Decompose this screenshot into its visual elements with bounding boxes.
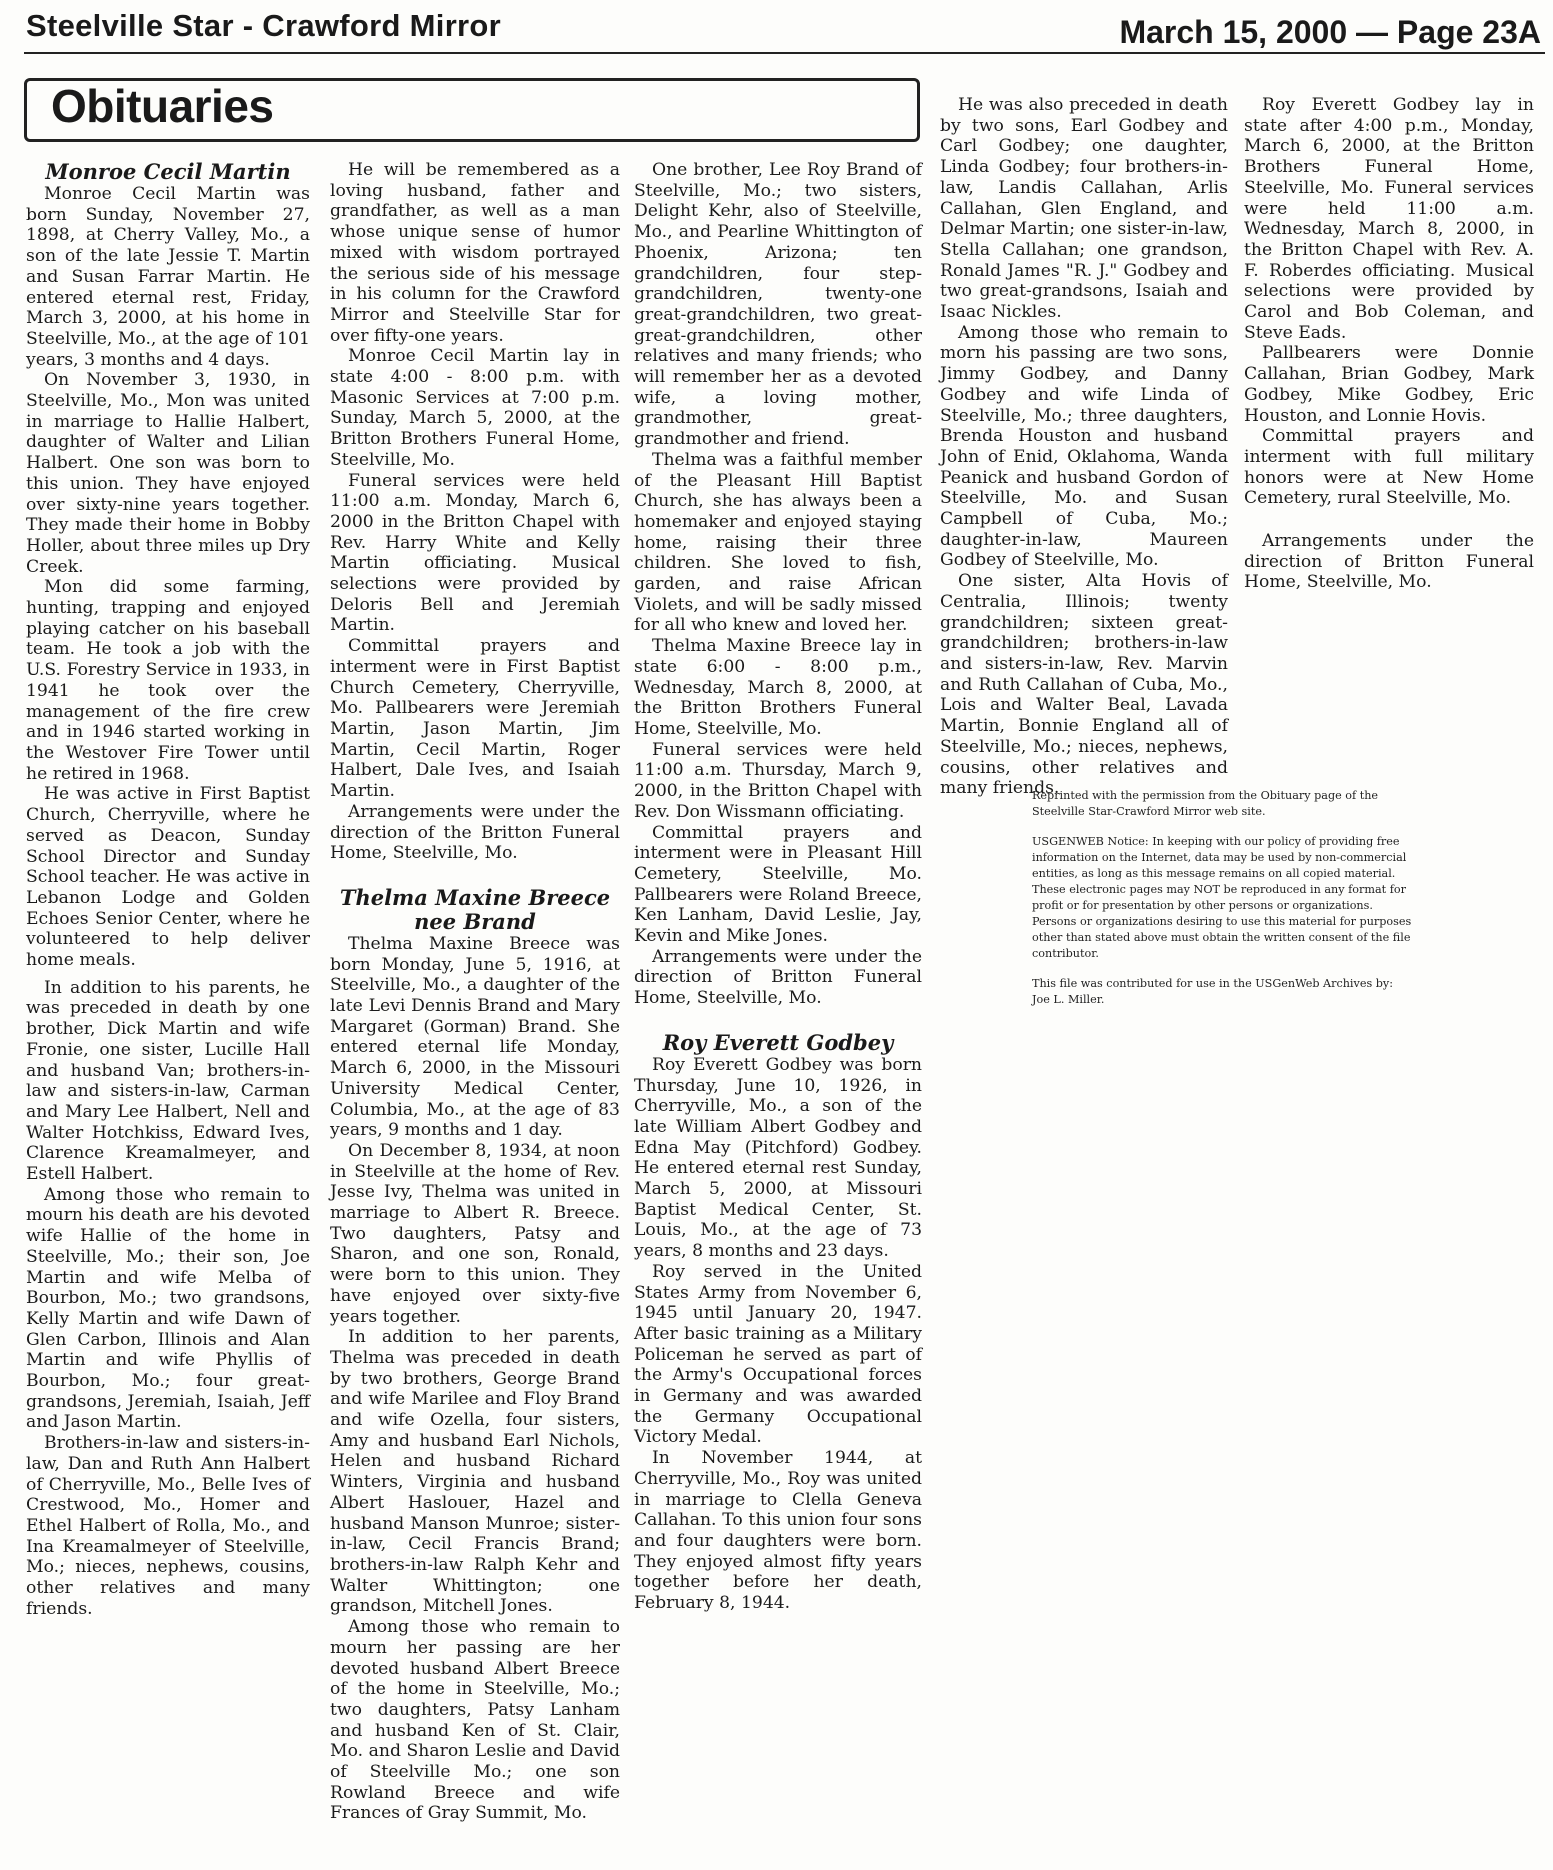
godbey-paragraph: One sister, Alta Hovis of Centralia, Illinois; twenty grandchildren; sixteen great-grandchildren; brothers-in-law and sisters-in-law, Rev. Marvin and Ruth Callahan of Cuba, Mo., Lois and Walter Beal, Lavada Martin, Bonnie England all of Steelville, Mo.; nieces, nephews, cousins, other relatives and many friends. <box>940 571 1228 799</box>
newspaper-title: Steelville Star - Crawford Mirror <box>26 8 502 43</box>
column-4 <box>940 95 1228 799</box>
martin-paragraph: Brothers-in-law and sisters-in-law, Dan and Ruth Ann Halbert of Cherryville, Mo., Belle Ives of Crestwood, Mo., Homer and Ethel Halbert of Rolla, Mo., and Ina Kreamalmeyer of Steelville, Mo.; nieces, nephews, cousins, other relatives and many friends. <box>26 1433 310 1619</box>
section-title: Obituaries <box>51 80 274 132</box>
obituary-heading-martin: Monroe Cecil Martin <box>45 159 291 184</box>
obituary-heading-breece: Thelma Maxine Breece <box>339 884 611 910</box>
column-1 <box>26 160 310 1620</box>
martin-paragraph: He will be remembered as a loving husband, father and grandfather, as well as a man whose unique sense of humor mixed with wisdom portrayed the serious side of his message in his column for the Crawford Mirror and Steelville Star for over fifty-one years. <box>330 160 620 346</box>
column-5 <box>1244 95 1534 593</box>
martin-paragraph: Committal prayers and interment were in First Baptist Church Cemetery, Cherryville, Mo. Pallbearers were Jeremiah Martin, Jason Martin, Jim Martin, Cecil Martin, Roger Halbert, Dale Ives, and Isaiah Martin. <box>330 636 620 802</box>
breece-paragraph: Arrangements were under the direction of Britton Funeral Home, Steelville, Mo. <box>634 946 922 1009</box>
page-dateline: March 15, 2000 — Page 23A <box>1119 14 1541 50</box>
breece-paragraph: Funeral services were held 11:00 a.m. Thursday, March 9, 2000, in the Britton Chapel with Rev. Don Wissmann officiating. <box>634 739 922 822</box>
godbey-paragraph: He was also preceded in death by two sons, Earl Godbey and Carl Godbey; one daughter, Linda Godbey; four brothers-in-law, Landis Callahan, Arlis Callahan, Glen England, and Delmar Martin; one sister-in-law, Stella Callahan; one grandson, Ronald James "R. J." Godbey and two great-grandsons, Isaiah and Isaac Nickles. <box>940 95 1229 323</box>
godbey-paragraph: Committal prayers and interment with full military honors were at New Home Cemetery, rural Steelville, Mo. <box>1244 426 1534 509</box>
obituary-heading-godbey: Roy Everett Godbey <box>662 1029 894 1055</box>
breece-paragraph: Thelma Maxine Breece lay in state 6:00 - 8:00 p.m., Wednesday, March 8, 2000, at the Britton Brothers Funeral Home, Steelville, Mo. <box>634 636 922 739</box>
breece-paragraph: Thelma Maxine Breece was born Monday, June 5, 1916, at Steelville, Mo., a daughter of the late Levi Dennis Brand and Mary Margaret (Gorman) Brand. She entered eternal life Monday, March 6, 2000, in the Missouri University Medical Center, Columbia, Mo., at the age of 83 years, 9 months and 1 day. <box>330 933 620 1141</box>
godbey-paragraph: Among those who remain to morn his passing are two sons, Jimmy Godbey, and Danny Godbey and wife Linda of Steelville, Mo.; three daughters, Brenda Houston and husband John of Enid, Oklahoma, Wanda Peanick and husband Gordon of Steelville, Mo. and Susan Campbell of Cuba, Mo.; daughter-in-law, Maureen Godbey of Steelville, Mo. <box>940 322 1228 571</box>
column-2 <box>330 160 620 1824</box>
section-banner <box>24 78 920 142</box>
reprint-note: Reprinted with the permission from the Obituary page of the Steelville Star-Crawford Mirror web site. <box>1032 789 1379 818</box>
martin-paragraph: Mon did some farming, hunting, trapping and enjoyed playing catcher on his baseball team. He took a job with the U.S. Forestry Service in 1933, in 1941 he took over the management of the fire crew and in 1946 started working in the Westover Fire Tower until he retired in 1968. <box>26 577 310 784</box>
martin-paragraph: Monroe Cecil Martin was born Sunday, November 27, 1898, at Cherry Valley, Mo., a son of the late Jessie T. Martin and Susan Farrar Martin. He entered eternal rest, Friday, March 3, 2000, at his home in Steelville, Mo., at the age of 101 years, 3 months and 4 days. <box>26 184 310 370</box>
breece-paragraph: One brother, Lee Roy Brand of Steelville, Mo.; two sisters, Delight Kehr, also of Steelville, Mo., and Pearline Whittington of Phoenix, Arizona; ten grandchildren, four step-grandchildren, twenty-one great-grandchildren, two great-great-grandchildren, other relatives and many friends; who will remember her as a devoted wife, a loving mother, grandmother, great-grandmother and friend. <box>634 160 922 450</box>
martin-paragraph: Among those who remain to mourn his death are his devoted wife Hallie of the home in Steelville, Mo.; their son, Joe Martin and wife Melba of Bourbon, Mo.; two grandsons, Kelly Martin and wife Dawn of Glen Carbon, Illinois and Alan Martin and wife Phyllis of Bourbon, Mo.; four great-grandsons, Jeremiah, Isaiah, Jeff and Jason Martin. <box>26 1184 310 1433</box>
martin-paragraph: He was active in First Baptist Church, Cherryville, where he served as Deacon, Sunday School Director and Sunday School teacher. He was active in Lebanon Lodge and Golden Echoes Senior Center, where he volunteered to help deliver home meals. <box>26 784 310 971</box>
godbey-paragraph: Arrangements under the direction of Britton Funeral Home, Steelville, Mo. <box>1244 531 1534 593</box>
martin-paragraph: Monroe Cecil Martin lay in state 4:00 - 8:00 p.m. with Masonic Services at 7:00 p.m. Sunday, March 5, 2000, at the Britton Brothers Funeral Home, Steelville, Mo. <box>330 346 620 470</box>
column-3 <box>634 160 922 1614</box>
martin-paragraph: Funeral services were held 11:00 a.m. Monday, March 6, 2000 in the Britton Chapel with Rev. Harry White and Kelly Martin officiating. Musical selections were provided by Deloris Bell and Jeremiah Martin. <box>330 470 620 636</box>
archive-notice <box>1032 788 1412 1022</box>
martin-paragraph: Arrangements were under the direction of the Britton Funeral Home, Steelville, Mo. <box>330 801 620 864</box>
usgenweb-notice: USGENWEB Notice: In keeping with our policy of providing free information on the Internet, data may be used by non-commercial entities, as long as this message remains on all copied material. These electronic pages may NOT be reproduced in any format for profit or for presentation by other persons or organizations. Persons or organizations desiring to use this material for purposes other than stated above must obtain the written consent of the file contributor. <box>1032 835 1412 960</box>
contributor-note: This file was contributed for use in the USGenWeb Archives by: Joe L. Miller. <box>1032 977 1393 1006</box>
breece-paragraph: Committal prayers and interment were in Pleasant Hill Cemetery, Steelville, Mo. Pallbearers were Roland Breece, Ken Lanham, David Leslie, Jay, Kevin and Mike Jones. <box>634 822 922 947</box>
breece-paragraph: In addition to her parents, Thelma was preceded in death by two brothers, George Brand and wife Marilee and Floy Brand and wife Ozella, four sisters, Amy and husband Earl Nichols, Helen and husband Richard Winters, Virginia and husband Albert Haslouer, Hazel and husband Manson Munroe; sister-in-law, Cecil Francis Brand; brothers-in-law Ralph Kehr and Walter Whittington; one grandson, Mitchell Jones. <box>330 1327 620 1617</box>
godbey-paragraph: Pallbearers were Donnie Callahan, Brian Godbey, Mark Godbey, Mike Godbey, Eric Houston, and Lonnie Hovis. <box>1244 343 1534 426</box>
breece-paragraph: Thelma was a faithful member of the Pleasant Hill Baptist Church, she has always been a homemaker and enjoyed staying home, raising their three children. She loved to fish, garden, and raise African Violets, and will be sadly missed for all who knew and loved her. <box>634 449 922 636</box>
martin-paragraph: On November 3, 1930, in Steelville, Mo., Mon was united in marriage to Hallie Halbert, daughter of Walter and Lilian Halbert. One son was born to this union. They have enjoyed over sixty-nine years together. They made their home in Bobby Holler, about three miles up Dry Creek. <box>26 370 310 577</box>
breece-paragraph: On December 8, 1934, at noon in Steelville at the home of Rev. Jesse Ivy, Thelma was united in marriage to Albert R. Breece. Two daughters, Patsy and Sharon, and one son, Ronald, were born to this union. They have enjoyed over sixty-five years together. <box>330 1140 620 1327</box>
breece-paragraph: Among those who remain to mourn her passing are her devoted husband Albert Breece of the home in Steelville, Mo.; two daughters, Patsy Lanham and husband Ken of St. Clair, Mo. and Sharon Leslie and David of Steelville Mo.; one son Rowland Breece and wife Frances of Gray Summit, Mo. <box>330 1617 620 1824</box>
masthead-divider <box>24 52 1545 54</box>
godbey-paragraph: In November 1944, at Cherryville, Mo., Roy was united in marriage to Clella Geneva Callahan. To this union four sons and four daughters were born. They enjoyed almost fifty years together before her death, February 8, 1944. <box>634 1448 922 1614</box>
godbey-paragraph: Roy Everett Godbey was born Thursday, June 10, 1926, in Cherryville, Mo., a son of the late William Albert Godbey and Edna May (Pitchford) Godbey. He entered eternal rest Sunday, March 5, 2000, at Missouri Baptist Medical Center, St. Louis, Mo., at the age of 73 years, 8 months and 23 days. <box>634 1054 922 1262</box>
godbey-paragraph: Roy served in the United States Army from November 6, 1945 until January 20, 1947. After basic training as a Military Policeman he served as part of the Army's Occupational forces in Germany and was awarded the Germany Occupational Victory Medal. <box>634 1261 922 1448</box>
godbey-paragraph: Roy Everett Godbey lay in state after 4:00 p.m., Monday, March 6, 2000, at the Britton Brothers Funeral Home, Steelville, Mo. Funeral services were held 11:00 a.m. Wednesday, March 8, 2000, in the Britton Chapel with Rev. A. F. Roberdes officiating. Musical selections were provided by Carol and Bob Coleman, and Steve Eads. <box>1244 95 1534 343</box>
obituary-subheading-breece: nee Brand <box>414 908 536 934</box>
martin-paragraph: In addition to his parents, he was preceded in death by one brother, Dick Martin and wife Fronie, one sister, Lucille Hall and husband Van; brothers-in-law and sisters-in-law, Carman and Mary Lee Halbert, Nell and Walter Hotchkiss, Edward Ives, Clarence Kreamalmeyer, and Estell Halbert. <box>26 977 310 1185</box>
